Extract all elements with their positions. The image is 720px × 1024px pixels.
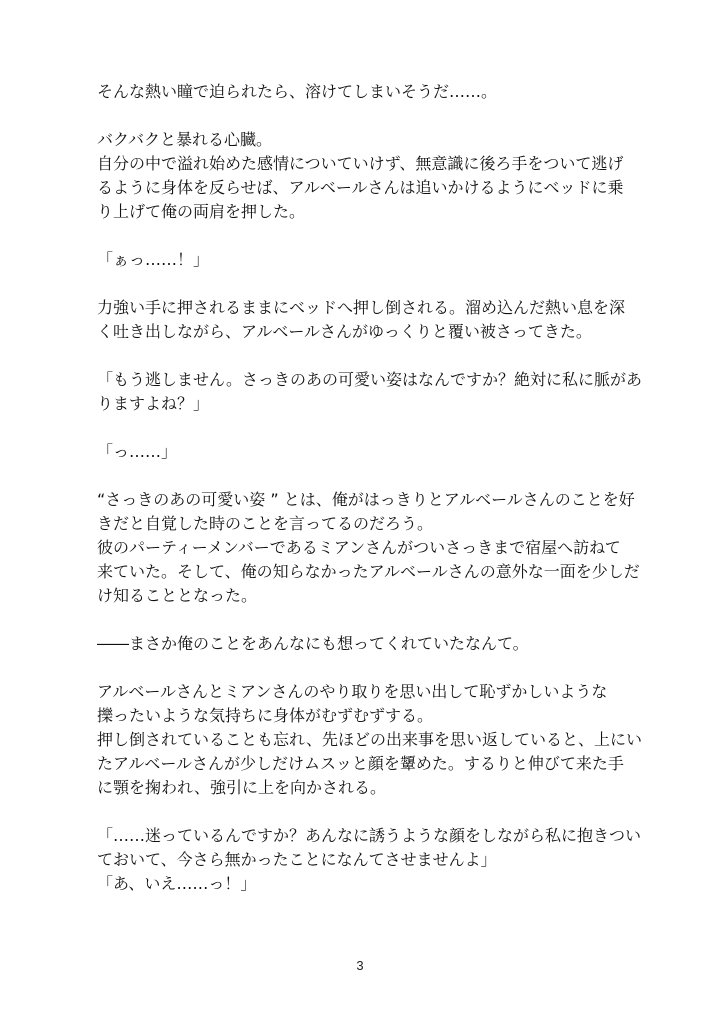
- text-line: ておいて、今さら無かったことになんてさせませんよ」: [97, 850, 497, 869]
- text-line: たアルベールさんが少しだけムスッと顔を顰めた。するりと伸びて来た手: [97, 754, 624, 773]
- page-number: 3: [356, 958, 364, 973]
- blank-line: [97, 656, 637, 680]
- text-line: きだと自覚した時のことを言ってるのだろう。: [97, 514, 434, 533]
- blank-line: [97, 800, 637, 824]
- blank-line: [97, 224, 637, 248]
- blank-line: [97, 464, 637, 488]
- blank-line: [97, 608, 637, 632]
- text-line: 自分の中で溢れ始めた感情についていけず、無意識に後ろ手をついて逃げ: [97, 154, 624, 173]
- text-line: 「ぁっ……！」: [97, 250, 210, 269]
- text-line: り上げて俺の両肩を押した。: [97, 202, 306, 221]
- text-line: ――まさか俺のことをあんなにも想ってくれていたなんて。: [97, 634, 529, 653]
- body-text: [97, 80, 642, 896]
- text-line: く吐き出しながら、アルベールさんがゆっくりと覆い被さってきた。: [97, 322, 592, 341]
- text-line: 「……迷っているんですか？あんなに誘うような顔をしながら私に抱きつい: [97, 826, 642, 845]
- text-line: 「っ……」: [97, 442, 178, 461]
- text-line: け知ることとなった。: [97, 586, 258, 605]
- text-line: りますよね？」: [97, 394, 210, 413]
- text-line: アルベールさんとミアンさんのやり取りを思い出して恥ずかしいような: [97, 682, 608, 701]
- blank-line: [97, 272, 637, 296]
- text-line: 「もう逃しません。さっきのあの可愛い姿はなんですか？絶対に私に脈があ: [97, 370, 642, 389]
- text-line: 「あ、いえ……っ！」: [97, 874, 257, 893]
- text-line: に顎を掬われ、強引に上を向かされる。: [97, 778, 386, 797]
- text-line: るように身体を反らせば、アルベールさんは追いかけるようにベッドに乗: [97, 178, 624, 197]
- blank-line: [97, 104, 637, 128]
- text-line: バクバクと暴れる心臓。: [97, 130, 273, 149]
- text-line: そんな熱い瞳で迫られたら、溶けてしまいそうだ……。: [97, 82, 498, 101]
- text-line: 彼のパーティーメンバーであるミアンさんがついさっきまで宿屋へ訪ねて: [97, 538, 621, 557]
- text-line: 来ていた。そして、俺の知らなかったアルベールさんの意外な一面を少しだ: [97, 562, 640, 581]
- text-line: 押し倒されていることも忘れ、先ほどの出来事を思い返していると、上にい: [97, 730, 642, 749]
- blank-line: [97, 416, 637, 440]
- text-line: 力強い手に押されるままにベッドへ押し倒される。溜め込んだ熱い息を深: [97, 298, 626, 317]
- blank-line: [97, 344, 637, 368]
- text-line: 擽ったいような気持ちに身体がむずむずする。: [97, 706, 434, 725]
- text-line: “さっきのあの可愛い姿 ” とは、俺がはっきりとアルベールさんのことを好: [97, 490, 635, 509]
